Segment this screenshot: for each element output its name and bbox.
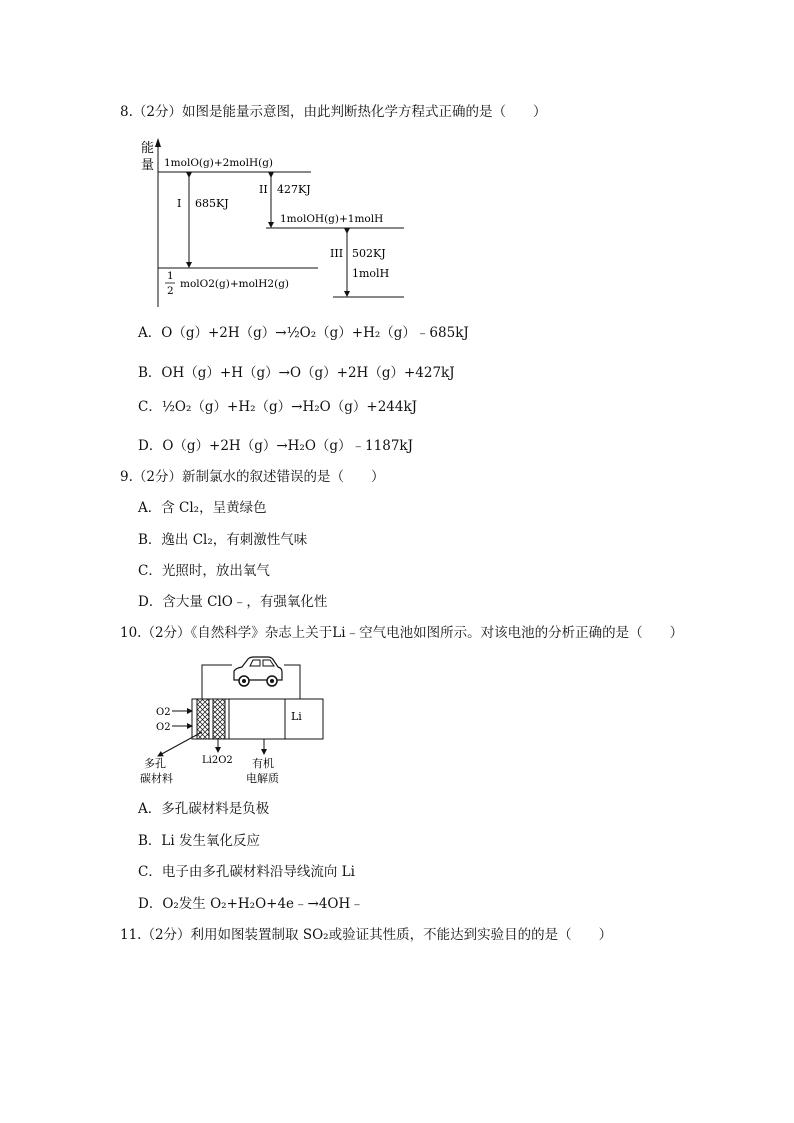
porous-carbon-label-2: 碳材料: [140, 772, 173, 785]
energy-III: 502KJ: [352, 247, 386, 260]
label-II: II: [259, 183, 268, 196]
energy-I: 685KJ: [195, 197, 229, 210]
q11-stem: 11.（2分）利用如图装置制取 SO₂或验证其性质，不能达到实验目的的是（ ）: [120, 927, 613, 943]
label-III: III: [330, 247, 344, 260]
label-I: I: [177, 197, 182, 210]
energy-II: 427KJ: [277, 183, 311, 196]
li2o2-label: Li2O2: [202, 755, 233, 766]
battery-body: [192, 699, 323, 739]
q8-option-a: A．O（g）+2H（g）→½O₂（g）+H₂（g）﹣685kJ: [138, 325, 469, 341]
axis-label-2: 量: [141, 158, 155, 173]
q8-option-d: D．O（g）+2H（g）→H₂O（g）﹣1187kJ: [138, 438, 414, 454]
energy-diagram: [138, 135, 413, 310]
bottom-frac-num: 1: [167, 270, 174, 282]
electrolyte-label-2: 电解质: [246, 772, 279, 785]
q10-option-d: D．O₂发生 O₂+H₂O+4e﹣→4OH﹣: [138, 896, 364, 912]
porous-carbon-label-1: 多孔: [144, 757, 166, 770]
q9-option-c: C．光照时，放出氧气: [138, 563, 270, 579]
q10-option-a: A．多孔碳材料是负极: [138, 801, 270, 817]
q8-stem: 8.（2分）如图是能量示意图，由此判断热化学方程式正确的是（ ）: [120, 104, 547, 120]
q9-option-a: A．含 Cl₂，呈黄绿色: [138, 500, 267, 516]
q9-option-b: B．逸出 Cl₂，有刺激性气味: [138, 532, 308, 548]
car-icon: [232, 654, 284, 686]
porous-carbon: [197, 699, 209, 739]
energy-III-sub: 1molH: [352, 267, 390, 280]
q8-option-c: C．½O₂（g）+H₂（g）→H₂O（g）+244kJ: [138, 399, 418, 415]
o2-label-bottom: O2: [156, 722, 171, 733]
li-label: Li: [291, 710, 302, 723]
li2o2-layer: [213, 699, 225, 739]
mid-level-label: 1molOH(g)+1molH: [280, 213, 384, 225]
top-level-label: 1molO(g)+2molH(g): [164, 157, 274, 169]
q10-option-c: C．电子由多孔碳材料沿导线流向 Li: [138, 864, 355, 880]
q10-option-b: B．Li 发生氧化反应: [138, 833, 260, 849]
bottom-frac-den: 2: [167, 285, 174, 297]
q9-stem: 9.（2分）新制氯水的叙述错误的是（ ）: [120, 469, 385, 485]
o2-label-top: O2: [156, 707, 171, 718]
electrolyte-label-1: 有机: [252, 757, 274, 770]
q10-stem: 10.（2分）《自然科学》杂志上关于Li﹣空气电池如图所示。对该电池的分析正确的是（ ）: [120, 625, 684, 641]
q9-option-d: D．含大量 ClO﹣，有强氧化性: [138, 594, 328, 610]
li-air-battery-diagram: [140, 652, 330, 787]
bottom-level-label: molO2(g)+molH2(g): [180, 278, 290, 290]
q8-option-b: B．OH（g）+H（g）→O（g）+2H（g）+427kJ: [138, 365, 455, 381]
axis-label-1: 能: [141, 141, 155, 156]
